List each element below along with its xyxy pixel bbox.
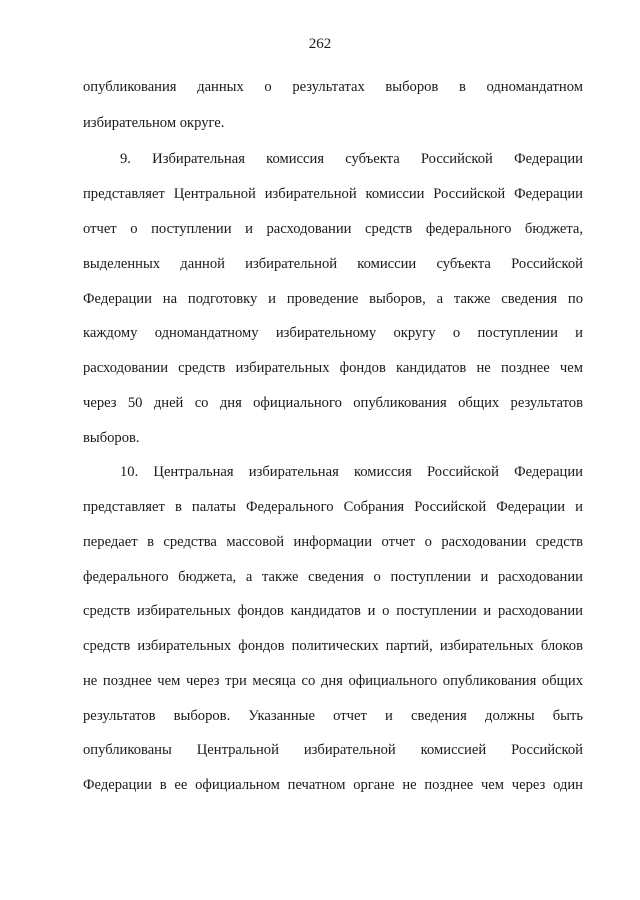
text-line: средств избирательных фондов политических партий, избирательных блоков xyxy=(83,638,583,654)
text-line: через 50 дней со дня официального опубликования общих результатов xyxy=(83,395,583,411)
text-line: 10. Центральная избирательная комиссия Российской Федерации xyxy=(120,464,583,480)
text-line: избирательном округе. xyxy=(83,115,225,131)
text-line: Федерации в ее официальном печатном органе не позднее чем через один xyxy=(83,777,583,793)
text-line: расходовании средств избирательных фондов кандидатов не позднее чем xyxy=(83,360,583,376)
text-line: результатов выборов. Указанные отчет и сведения должны быть xyxy=(83,708,583,724)
text-line: передает в средства массовой информации отчет о расходовании средств xyxy=(83,534,583,550)
text-line: Федерации на подготовку и проведение выборов, а также сведения по xyxy=(83,291,583,307)
text-line: выделенных данной избирательной комиссии субъекта Российской xyxy=(83,256,583,272)
text-line: каждому одномандатному избирательному округу о поступлении и xyxy=(83,325,583,341)
text-line: представляет в палаты Федерального Собрания Российской Федерации и xyxy=(83,499,583,515)
text-line: опубликованы Центральной избирательной комиссией Российской xyxy=(83,742,583,758)
text-line: не позднее чем через три месяца со дня официального опубликования общих xyxy=(83,673,583,689)
text-line: отчет о поступлении и расходовании средств федерального бюджета, xyxy=(83,221,583,237)
page-number: 262 xyxy=(308,36,332,52)
text-line: средств избирательных фондов кандидатов и о поступлении и расходовании xyxy=(83,603,583,619)
text-line: федерального бюджета, а также сведения о поступлении и расходовании xyxy=(83,569,583,585)
text-line: выборов. xyxy=(83,430,140,446)
text-line: представляет Центральной избирательной комиссии Российской Федерации xyxy=(83,186,583,202)
text-line: 9. Избирательная комиссия субъекта Российской Федерации xyxy=(120,151,583,167)
text-line: опубликования данных о результатах выборов в одномандатном xyxy=(83,79,583,95)
